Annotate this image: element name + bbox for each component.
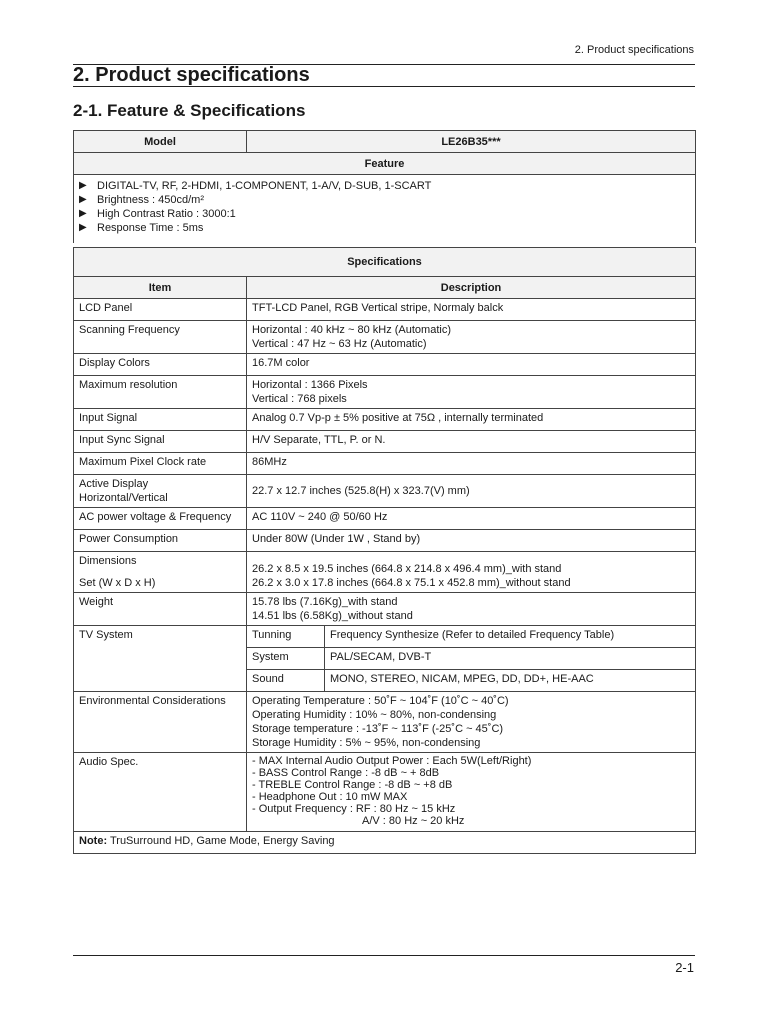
specs-header-row [74, 248, 696, 277]
description-line: 14.51 lbs (6.58Kg)_without stand [252, 610, 413, 622]
description-line: - MAX Internal Audio Output Power : Each 5W(Left/Right) [252, 755, 532, 767]
description-line: - Output Frequency : RF : 80 Hz ~ 15 kHz [252, 803, 456, 815]
description-line: 26.2 x 8.5 x 19.5 inches (664.8 x 214.8 x 496.4 mm)_with stand [252, 563, 562, 575]
row-item: Input Sync Signal [74, 431, 247, 453]
row-description: Analog 0.7 Vp-p ± 5% positive at 75Ω , internally terminated [247, 409, 696, 431]
specs-header: Specifications [74, 248, 696, 277]
table-row [74, 354, 696, 376]
feature-item-text: Response Time : 5ms [97, 222, 204, 234]
row-item: Environmental Considerations [74, 692, 247, 753]
footer-rule [73, 955, 695, 956]
page-title: 2. Product specifications [73, 64, 310, 86]
sub-item: System [247, 648, 325, 670]
table-row [74, 321, 696, 354]
row-item: Audio Spec. [74, 753, 247, 832]
table-row [74, 626, 696, 648]
model-row [74, 131, 696, 153]
row-item: Maximum resolution [74, 376, 247, 409]
bullet-arrow-icon: ▶ [79, 194, 87, 205]
sub-description: MONO, STEREO, NICAM, MPEG, DD, DD+, HE-AAC [325, 670, 696, 692]
row-item: Display Colors [74, 354, 247, 376]
description-line: - Headphone Out : 10 mW MAX [252, 791, 408, 803]
row-description [247, 753, 696, 832]
description-column-header: Description [247, 277, 696, 299]
table-row [74, 753, 696, 832]
description-line: 15.78 lbs (7.16Kg)_with stand [252, 596, 398, 608]
sub-description: PAL/SECAM, DVB-T [325, 648, 696, 670]
feature-item-text: Brightness : 450cd/m² [97, 194, 204, 206]
list-item [79, 207, 690, 221]
note-row [74, 832, 696, 854]
page-number: 2-1 [675, 960, 694, 975]
table-row [74, 508, 696, 530]
description-line: Horizontal : 1366 Pixels [252, 379, 368, 391]
bullet-arrow-icon: ▶ [79, 222, 87, 233]
row-description: H/V Separate, TTL, P. or N. [247, 431, 696, 453]
item-line: Set (W x D x H) [79, 577, 156, 589]
table-row [74, 552, 696, 593]
description-line: Operating Humidity : 10% ~ 80%, non-condensing [252, 709, 497, 721]
row-description: TFT-LCD Panel, RGB Vertical stripe, Normaly balck [247, 299, 696, 321]
table-row [74, 475, 696, 508]
list-item [79, 179, 690, 193]
row-item: Weight [74, 593, 247, 626]
row-item [74, 552, 247, 593]
row-description: AC 110V ~ 240 @ 50/60 Hz [247, 508, 696, 530]
row-description [247, 692, 696, 753]
row-item [74, 475, 247, 508]
row-description: 22.7 x 12.7 inches (525.8(H) x 323.7(V) mm) [247, 475, 696, 508]
column-header-row [74, 277, 696, 299]
item-line: Dimensions [79, 555, 137, 567]
row-description: 86MHz [247, 453, 696, 475]
item-column-header: Item [74, 277, 247, 299]
row-item: LCD Panel [74, 299, 247, 321]
row-item: AC power voltage & Frequency [74, 508, 247, 530]
description-line: Storage temperature : -13˚F ~ 113˚F (-25˚C ~ 45˚C) [252, 723, 504, 735]
description-line: Vertical : 47 Hz ~ 63 Hz (Automatic) [252, 338, 427, 350]
row-description [247, 552, 696, 593]
description-line: Storage Humidity : 5% ~ 95%, non-condensing [252, 737, 481, 749]
section-subtitle: 2-1. Feature & Specifications [73, 101, 306, 120]
sub-item: Tunning [247, 626, 325, 648]
feature-header-row [74, 153, 696, 175]
model-label: Model [74, 131, 247, 153]
bullet-arrow-icon: ▶ [79, 180, 87, 191]
row-item: TV System [74, 626, 247, 692]
feature-table [73, 130, 696, 243]
row-description: 16.7M color [247, 354, 696, 376]
note-text: TruSurround HD, Game Mode, Energy Saving [107, 835, 335, 847]
bullet-arrow-icon: ▶ [79, 208, 87, 219]
feature-item-text: High Contrast Ratio : 3000:1 [97, 208, 236, 220]
list-item [79, 221, 690, 235]
table-row [74, 409, 696, 431]
row-description [247, 376, 696, 409]
description-line: - BASS Control Range : -8 dB ~ + 8dB [252, 767, 440, 779]
title-rule [73, 86, 695, 87]
running-header: 2. Product specifications [574, 44, 694, 56]
row-description: Under 80W (Under 1W , Stand by) [247, 530, 696, 552]
row-description [247, 593, 696, 626]
table-row [74, 299, 696, 321]
description-line: Operating Temperature : 50˚F ~ 104˚F (10˚C ~ 40˚C) [252, 695, 509, 707]
table-row [74, 530, 696, 552]
table-row [74, 593, 696, 626]
table-row [74, 431, 696, 453]
description-line: 26.2 x 3.0 x 17.8 inches (664.8 x 75.1 x 452.8 mm)_without stand [252, 577, 571, 589]
sub-item: Sound [247, 670, 325, 692]
sub-description: Frequency Synthesize (Refer to detailed Frequency Table) [325, 626, 696, 648]
item-line: Active Display [79, 478, 149, 490]
specifications-table [73, 247, 696, 854]
list-item [79, 193, 690, 207]
description-line: Horizontal : 40 kHz ~ 80 kHz (Automatic) [252, 324, 451, 336]
description-line: - TREBLE Control Range : -8 dB ~ +8 dB [252, 779, 453, 791]
table-row [74, 376, 696, 409]
feature-list-row [74, 175, 696, 244]
table-row [74, 453, 696, 475]
feature-list [74, 175, 696, 244]
description-line: A/V : 80 Hz ~ 20 kHz [362, 815, 465, 827]
item-line: Horizontal/Vertical [79, 492, 168, 504]
row-item: Scanning Frequency [74, 321, 247, 354]
note-label: Note: [79, 835, 108, 847]
row-item: Input Signal [74, 409, 247, 431]
row-description [247, 321, 696, 354]
description-line: Vertical : 768 pixels [252, 393, 347, 405]
feature-item-text: DIGITAL-TV, RF, 2-HDMI, 1-COMPONENT, 1-A/V, D-SUB, 1-SCART [97, 180, 432, 192]
row-item: Maximum Pixel Clock rate [74, 453, 247, 475]
note [74, 832, 696, 854]
feature-header: Feature [74, 153, 696, 175]
model-value: LE26B35*** [247, 131, 696, 153]
table-row [74, 692, 696, 753]
row-item: Power Consumption [74, 530, 247, 552]
